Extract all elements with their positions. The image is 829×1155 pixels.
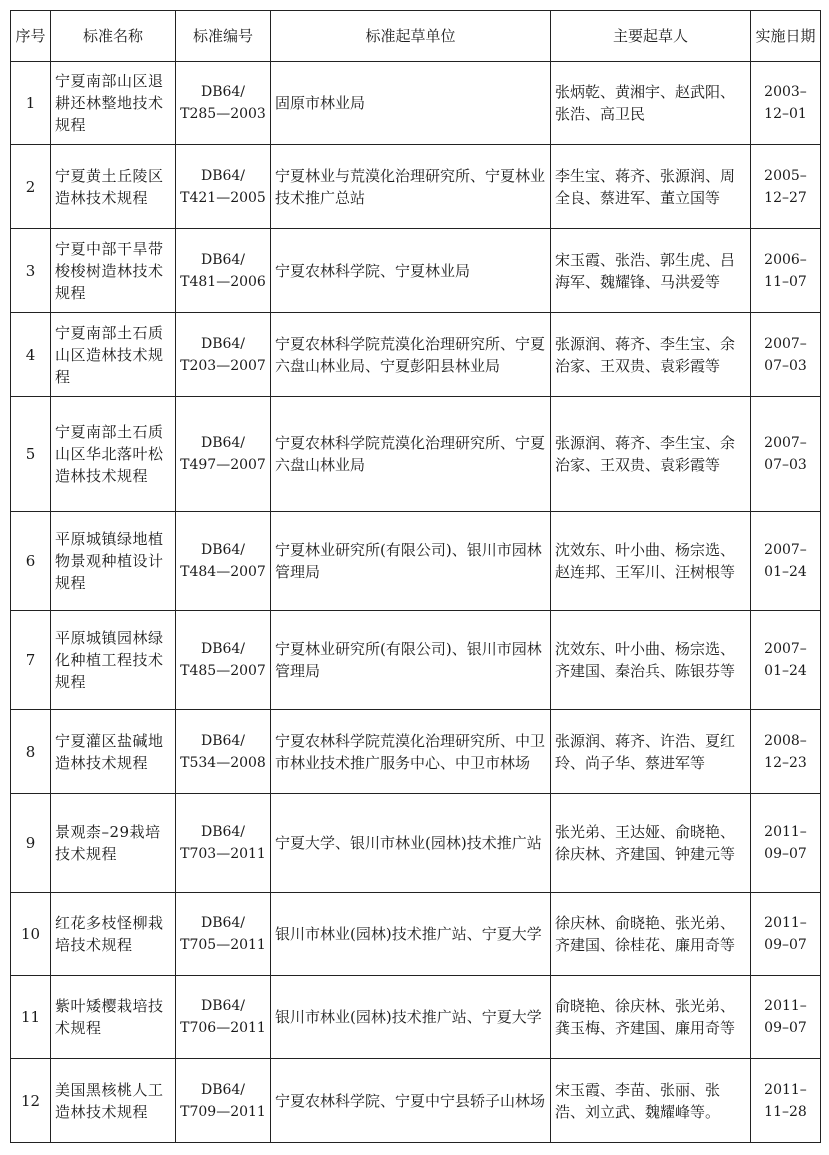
effective-date-year: 2008– [764, 732, 807, 749]
standard-code-number: T497—2007 [180, 457, 266, 473]
main-drafters: 李生宝、蒋齐、张源润、周全良、蔡进军、董立国等 [551, 145, 751, 229]
table-row [11, 313, 821, 397]
header-date: 实施日期 [751, 11, 821, 62]
standard-code [176, 794, 271, 893]
drafting-unit: 宁夏农林科学院荒漠化治理研究所、中卫市林业技术推广服务中心、中卫市林场 [271, 710, 551, 794]
standard-code-prefix: DB64/ [200, 251, 246, 268]
standard-code-prefix: DB64/ [200, 1081, 246, 1098]
effective-date-year: 2007– [764, 335, 807, 352]
table-row [11, 794, 821, 893]
row-number: 5 [11, 397, 51, 512]
drafting-unit: 宁夏农林科学院、宁夏中宁县轿子山林场 [271, 1059, 551, 1143]
drafting-unit: 宁夏林业与荒漠化治理研究所、宁夏林业技术推广总站 [271, 145, 551, 229]
table-row [11, 512, 821, 611]
standard-name: 紫叶矮樱栽培技术规程 [51, 976, 176, 1059]
effective-date-year: 2005– [764, 167, 807, 184]
drafting-unit: 宁夏大学、银川市林业(园林)技术推广站 [271, 794, 551, 893]
effective-date-year: 2011– [764, 824, 807, 840]
effective-date [751, 512, 821, 611]
effective-date-monthday: 07–03 [764, 457, 807, 473]
effective-date-monthday: 09–07 [764, 1020, 807, 1036]
standard-code-number: T481—2006 [180, 273, 266, 290]
main-drafters: 宋玉霞、李苗、张丽、张浩、刘立武、魏耀峰等。 [551, 1059, 751, 1143]
standard-code-number: T534—2008 [180, 754, 266, 771]
header-authors: 主要起草人 [551, 11, 751, 62]
drafting-unit: 银川市林业(园林)技术推广站、宁夏大学 [271, 893, 551, 976]
effective-date-monthday: 07–03 [764, 357, 807, 374]
table-row [11, 145, 821, 229]
effective-date-year: 2007– [764, 542, 807, 558]
drafting-unit: 宁夏农林科学院荒漠化治理研究所、宁夏六盘山林业局、宁夏彭阳县林业局 [271, 313, 551, 397]
drafting-unit: 宁夏林业研究所(有限公司)、银川市园林管理局 [271, 611, 551, 710]
standard-code-prefix: DB64/ [200, 542, 246, 558]
standard-code-prefix: DB64/ [200, 335, 246, 352]
drafting-unit: 固原市林业局 [271, 62, 551, 145]
table-row [11, 893, 821, 976]
standard-name: 平原城镇绿地植物景观种植设计规程 [51, 512, 176, 611]
effective-date-monthday: 12–01 [764, 106, 807, 122]
main-drafters: 张源润、蒋齐、许浩、夏红玲、尚子华、蔡进军等 [551, 710, 751, 794]
row-number: 7 [11, 611, 51, 710]
effective-date-year: 2007– [764, 641, 807, 657]
effective-date-year: 2006– [764, 251, 807, 268]
standard-code-prefix: DB64/ [200, 641, 246, 657]
main-drafters: 张炳乾、黄湘宇、赵武阳、张浩、高卫民 [551, 62, 751, 145]
effective-date [751, 611, 821, 710]
standard-name: 宁夏南部山区退耕还林整地技术规程 [51, 62, 176, 145]
standard-name: 美国黑核桃人工造林技术规程 [51, 1059, 176, 1143]
standard-name: 景观柰–29栽培技术规程 [51, 794, 176, 893]
row-number: 8 [11, 710, 51, 794]
effective-date-monthday: 09–07 [764, 846, 807, 862]
row-number: 10 [11, 893, 51, 976]
standard-code [176, 229, 271, 313]
effective-date [751, 229, 821, 313]
drafting-unit: 宁夏农林科学院荒漠化治理研究所、宁夏六盘山林业局 [271, 397, 551, 512]
effective-date [751, 145, 821, 229]
table-row [11, 1059, 821, 1143]
standard-code-number: T203—2007 [180, 357, 266, 374]
standard-name: 宁夏南部土石质山区造林技术规程 [51, 313, 176, 397]
table-row [11, 62, 821, 145]
standard-code-number: T285—2003 [180, 106, 266, 122]
effective-date-monthday: 11–07 [764, 273, 807, 290]
table-row [11, 710, 821, 794]
row-number: 6 [11, 512, 51, 611]
header-row [11, 11, 821, 62]
row-number: 2 [11, 145, 51, 229]
standard-code [176, 893, 271, 976]
standard-code-prefix: DB64/ [200, 435, 246, 451]
effective-date-year: 2011– [764, 1081, 807, 1098]
row-number: 3 [11, 229, 51, 313]
main-drafters: 宋玉霞、张浩、郭生虎、吕海军、魏耀锋、马洪爱等 [551, 229, 751, 313]
drafting-unit: 宁夏林业研究所(有限公司)、银川市园林管理局 [271, 512, 551, 611]
main-drafters: 张源润、蒋齐、李生宝、余治家、王双贵、袁彩霞等 [551, 397, 751, 512]
standard-code-prefix: DB64/ [200, 167, 246, 184]
standard-name: 宁夏灌区盐碱地造林技术规程 [51, 710, 176, 794]
table-row [11, 611, 821, 710]
standard-code-prefix: DB64/ [200, 732, 246, 749]
effective-date [751, 397, 821, 512]
header-code: 标准编号 [176, 11, 271, 62]
standard-name: 红花多枝怪柳栽培技术规程 [51, 893, 176, 976]
standard-code [176, 611, 271, 710]
effective-date-year: 2003– [764, 84, 807, 100]
standard-code-prefix: DB64/ [200, 915, 246, 931]
standards-table [10, 10, 821, 1143]
effective-date-monthday: 11–28 [764, 1103, 807, 1120]
header-unit: 标准起草单位 [271, 11, 551, 62]
standard-code [176, 512, 271, 611]
standard-code-number: T709—2011 [180, 1103, 266, 1120]
main-drafters: 沈效东、叶小曲、杨宗选、齐建国、秦治兵、陈银芬等 [551, 611, 751, 710]
effective-date [751, 794, 821, 893]
table-row [11, 976, 821, 1059]
effective-date [751, 893, 821, 976]
effective-date-monthday: 09–07 [764, 937, 807, 953]
row-number: 12 [11, 1059, 51, 1143]
standard-code-prefix: DB64/ [200, 84, 246, 100]
effective-date-monthday: 12–27 [764, 189, 807, 206]
row-number: 1 [11, 62, 51, 145]
standard-name: 平原城镇园林绿化种植工程技术规程 [51, 611, 176, 710]
effective-date-monthday: 01–24 [764, 564, 807, 580]
effective-date-year: 2011– [764, 998, 807, 1014]
table-row [11, 397, 821, 512]
main-drafters: 俞晓艳、徐庆林、张光弟、龚玉梅、齐建国、廉用奇等 [551, 976, 751, 1059]
row-number: 4 [11, 313, 51, 397]
standard-code [176, 145, 271, 229]
standard-code-number: T703—2011 [180, 846, 266, 862]
standard-code [176, 710, 271, 794]
effective-date [751, 710, 821, 794]
standard-code [176, 397, 271, 512]
effective-date-year: 2007– [764, 435, 807, 451]
standard-code-prefix: DB64/ [200, 998, 246, 1014]
effective-date [751, 976, 821, 1059]
table-row [11, 229, 821, 313]
drafting-unit: 银川市林业(园林)技术推广站、宁夏大学 [271, 976, 551, 1059]
drafting-unit: 宁夏农林科学院、宁夏林业局 [271, 229, 551, 313]
row-number: 9 [11, 794, 51, 893]
standard-code [176, 1059, 271, 1143]
standard-code-number: T485—2007 [180, 663, 266, 679]
standard-code-number: T705—2011 [180, 937, 266, 953]
standard-code [176, 313, 271, 397]
row-number: 11 [11, 976, 51, 1059]
effective-date-monthday: 01–24 [764, 663, 807, 679]
effective-date [751, 62, 821, 145]
main-drafters: 沈效东、叶小曲、杨宗选、赵连邦、王军川、汪树根等 [551, 512, 751, 611]
standard-name: 宁夏南部土石质山区华北落叶松造林技术规程 [51, 397, 176, 512]
effective-date-year: 2011– [764, 915, 807, 931]
main-drafters: 徐庆林、俞晓艳、张光弟、齐建国、徐桂花、廉用奇等 [551, 893, 751, 976]
standard-code-prefix: DB64/ [200, 824, 246, 840]
header-name: 标准名称 [51, 11, 176, 62]
standard-code-number: T484—2007 [180, 564, 266, 580]
effective-date [751, 313, 821, 397]
header-no: 序号 [11, 11, 51, 62]
main-drafters: 张光弟、王达娅、俞晓艳、徐庆林、齐建国、钟建元等 [551, 794, 751, 893]
standard-name: 宁夏黄土丘陵区造林技术规程 [51, 145, 176, 229]
effective-date [751, 1059, 821, 1143]
standard-code-number: T421—2005 [180, 189, 266, 206]
standard-code-number: T706—2011 [180, 1020, 266, 1036]
main-drafters: 张源润、蒋齐、李生宝、余治家、王双贵、袁彩霞等 [551, 313, 751, 397]
standard-code [176, 976, 271, 1059]
standard-code [176, 62, 271, 145]
effective-date-monthday: 12–23 [764, 754, 807, 771]
standard-name: 宁夏中部干旱带梭梭树造林技术规程 [51, 229, 176, 313]
